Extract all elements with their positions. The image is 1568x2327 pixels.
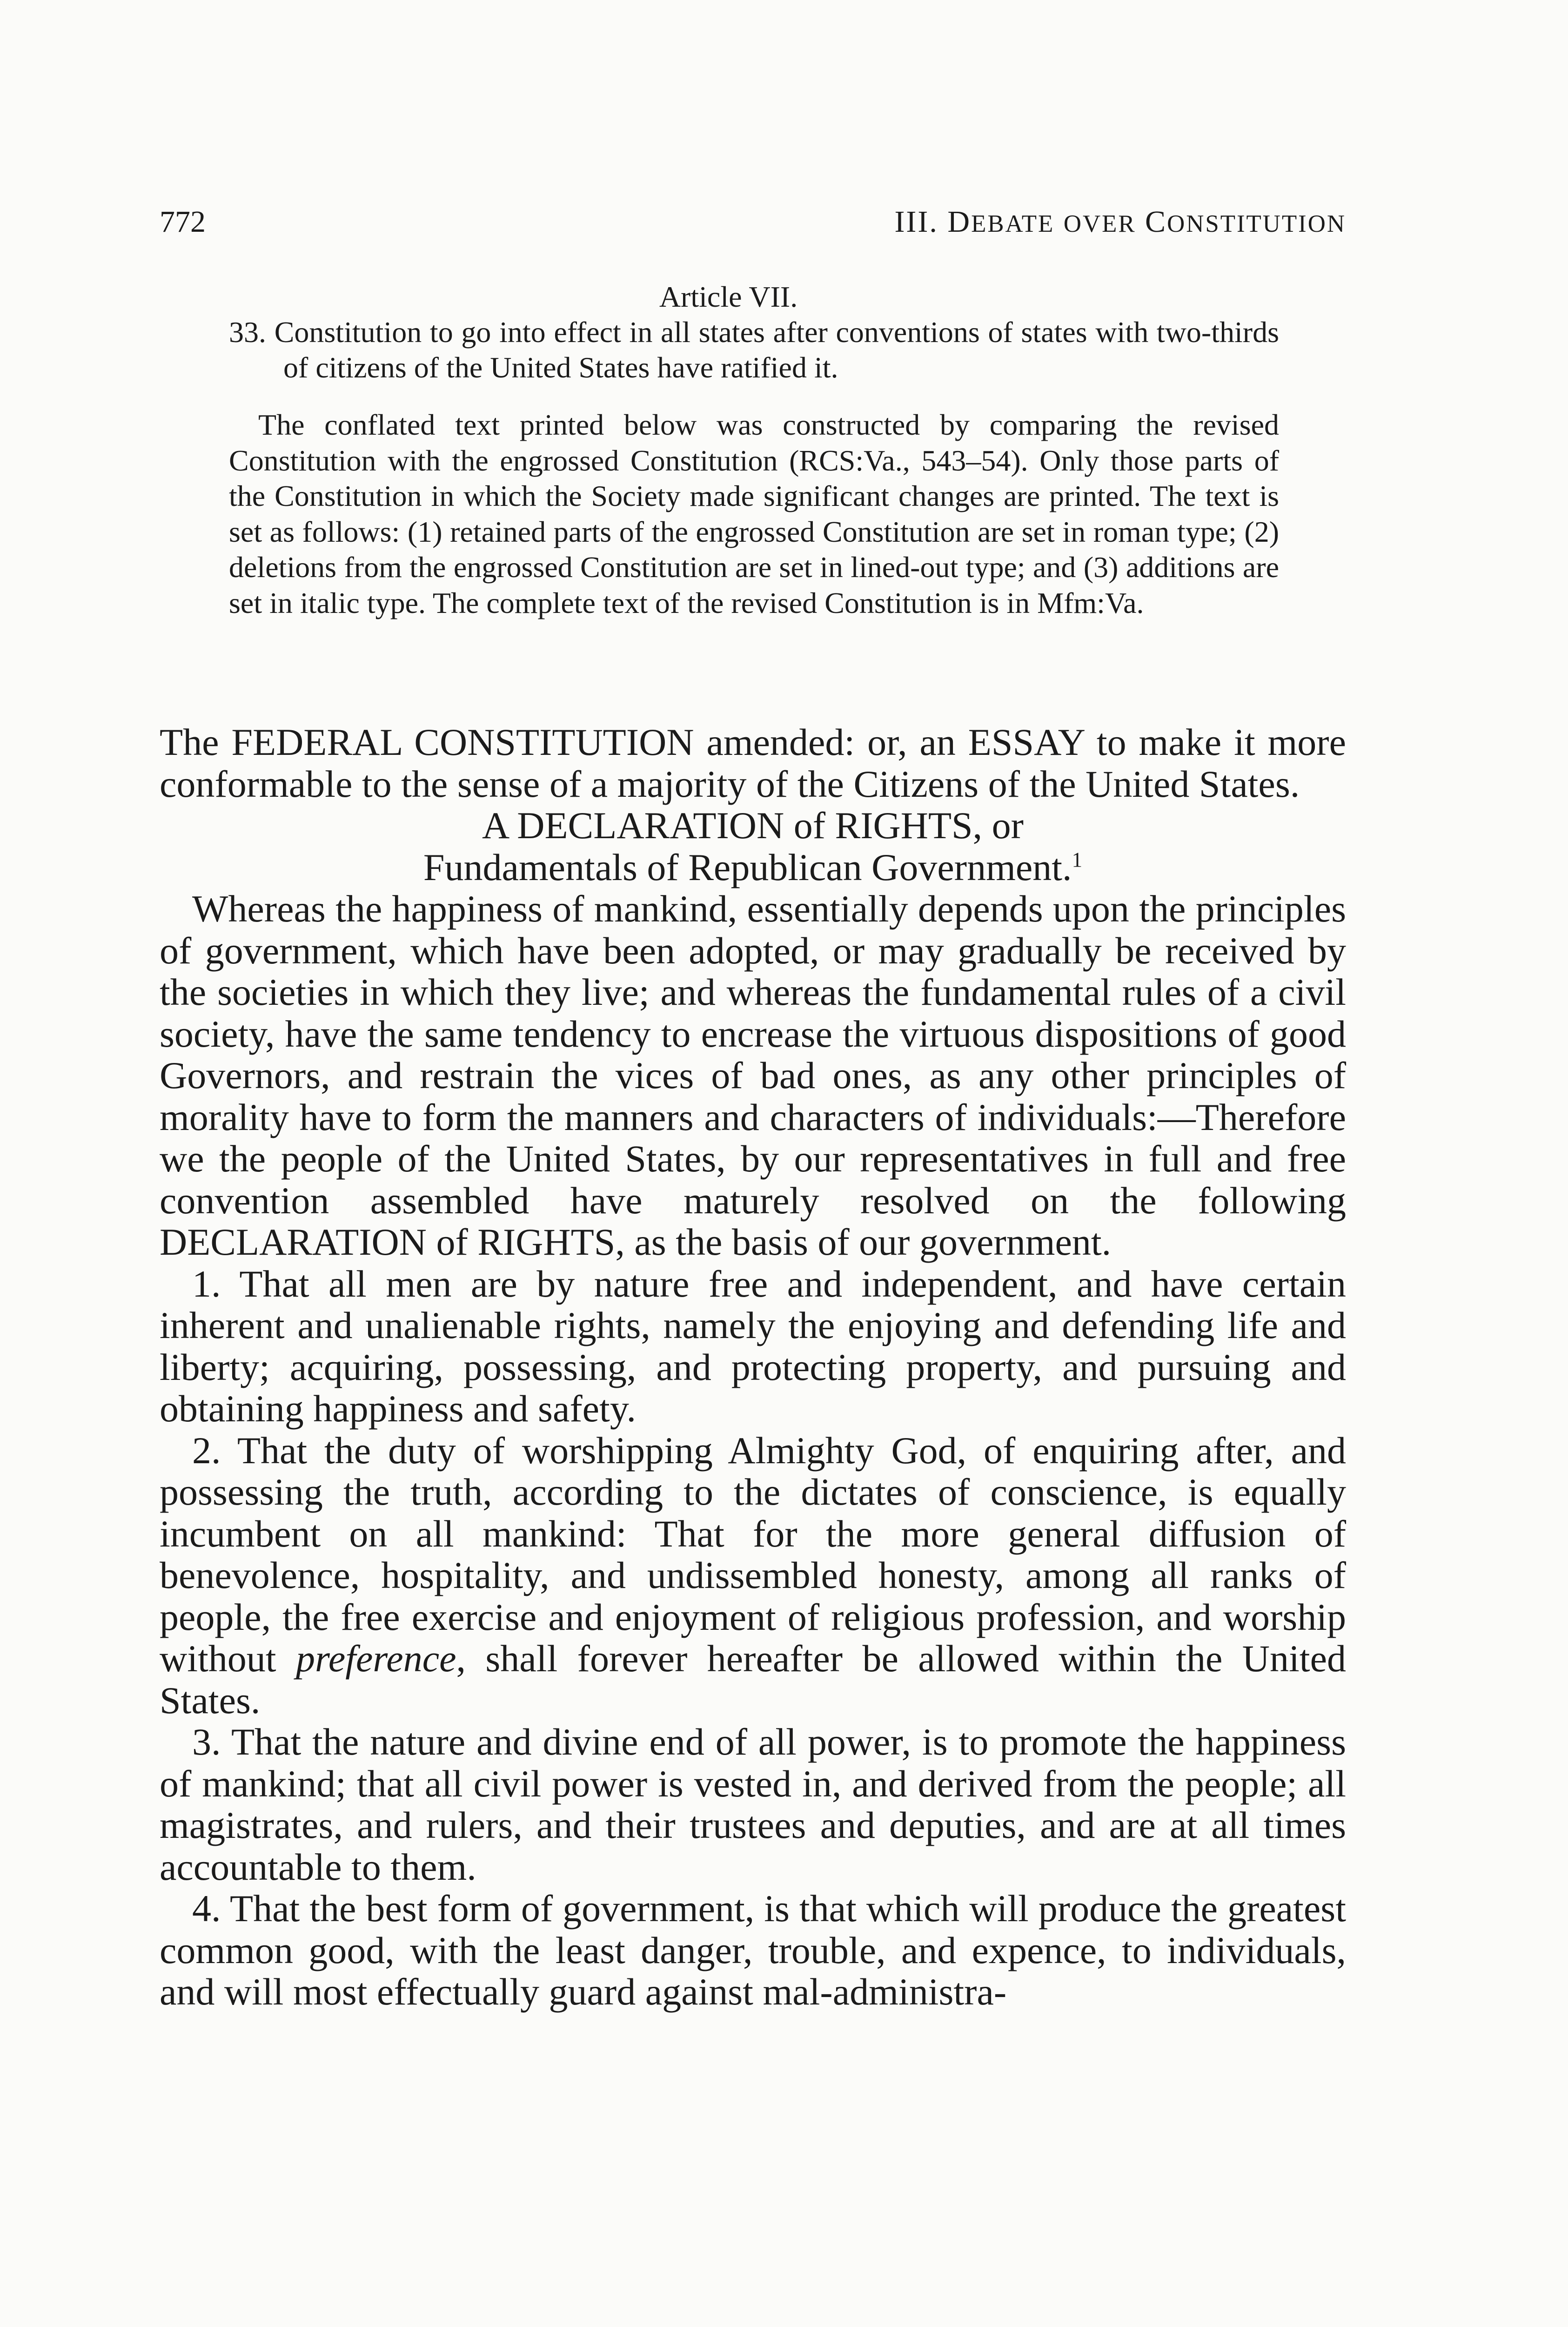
document-text [160, 721, 1346, 2013]
declaration-heading-line2: Fundamentals of Republican Government.$^1$ [423, 846, 1083, 888]
section-word-debate: DEBATE [947, 205, 1055, 239]
right-3-paragraph: 3. That the nature and divine end of all power, is to promote the happiness of mankind; that all civil power is vested in, and derived from the people; all magistrates, and rulers, and their trustees and deputies, and are at all times accountable to them. [160, 1721, 1346, 1888]
right-1-paragraph: 1. That all men are by nature free and independent, and have certain inherent and unalienable rights, namely the enjoying and defending life and liberty; acquiring, possessing, and protecting property, and pursuing and obtaining happiness and safety. [160, 1262, 1346, 1430]
document-title: The FEDERAL CONSTITUTION amended: or, an ESSAY to make it more conformable to the sense of a majority of the Citizens of the United States. [160, 721, 1346, 805]
right-2-paragraph: 2. That the duty of worshipping Almighty God, of enquiring after, and possessing the truth, according to the dictates of conscience, is equally incumbent on all mankind: That for the more general diffusion of benevolence, hospitality, and undissembled honesty, among all ranks of people, the free exercise and enjoyment of religious profession, and worship without preference, shall forever hereafter be allowed within the United States. [160, 1429, 1346, 1722]
editorial-note: The conflated text printed below was constructed by comparing the revised Constitution with the engrossed Constitution (RCS:Va., 543–54). Only those parts of the Constitution in which the Society made significant changes are printed. The text is set as follows: (1) retained parts of the engrossed Constitution are set in roman type; (2) deletions from the engrossed Constitution are set in lined-out type; and (3) additions are set in italic type. The complete text of the revised Constitution is in Mfm:Va. [229, 408, 1279, 619]
page-number: 772 [160, 205, 206, 239]
article-summary [229, 279, 1279, 385]
article-heading: Article VII. [659, 280, 798, 313]
footnote-ref: 1 [1072, 848, 1083, 872]
section-word-constitution: CONSTITUTION [1145, 205, 1346, 239]
running-head [160, 201, 1346, 243]
preference-italic: preference [295, 1637, 456, 1680]
summary-item-33: 33. Constitution to go into effect in all states after conventions of states with two-thirds of citizens of the United States have ratified it. [229, 316, 1279, 384]
section-word-over: OVER [1063, 210, 1136, 237]
right-4-paragraph: 4. That the best form of government, is that which will produce the greatest common good, with the least danger, trouble, and expence, to individuals, and will most effectually guard against mal-administra- [160, 1887, 1346, 2013]
declaration-heading-line1: A DECLARATION of RIGHTS, or [482, 804, 1024, 847]
section-title [894, 201, 1346, 245]
section-numeral: III. [894, 205, 938, 239]
preamble-paragraph: Whereas the happiness of mankind, essentially depends upon the principles of government, which have been adopted, or may gradually be received by the societies in which they live; and whereas the fundamental rules of a civil society, have the same tendency to encrease the virtuous dispositions of good Governors, and restrain the vices of bad ones, as any other principles of morality have to form the manners and characters of individuals:—Therefore we the people of the United States, by our representatives in full and free convention assembled have maturely resolved on the following DECLARATION of RIGHTS, as the basis of our government. [160, 888, 1346, 1263]
